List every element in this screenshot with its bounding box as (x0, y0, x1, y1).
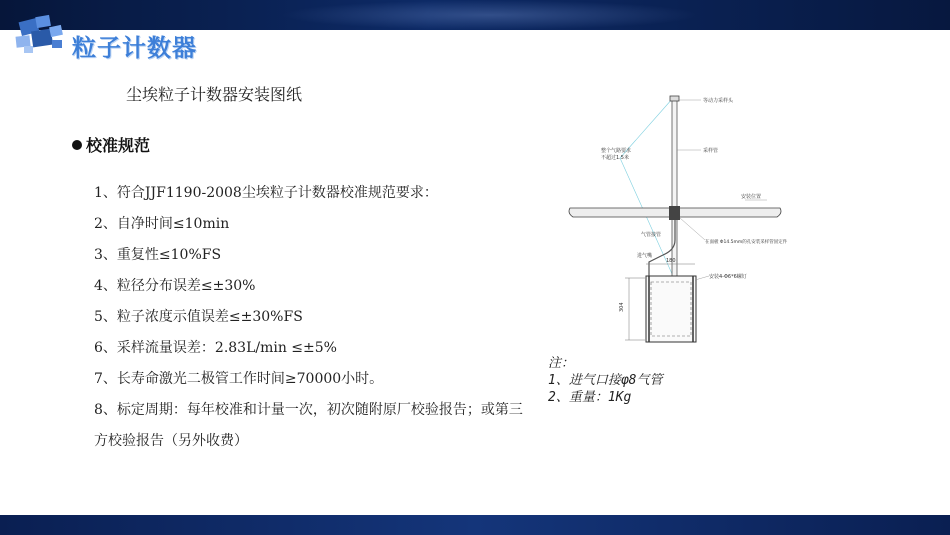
list-item: 3、重复性≤10%FS (94, 247, 222, 263)
label-pipe-note: 不超过1.5米 (601, 155, 629, 161)
label-sampling-tube: 采样管 (703, 148, 719, 154)
list-item: 2、自净时间≤10min (94, 216, 230, 232)
bullet-icon (72, 140, 82, 150)
app-title: 粒子计数器 (72, 34, 197, 62)
notes (548, 355, 662, 406)
logo-cubes-icon (14, 12, 70, 58)
list-item: 7、长寿命激光二极管工作时间≥70000小时。 (94, 371, 384, 387)
list-item: 4、粒径分布误差≤±30% (94, 278, 256, 294)
air-hose (649, 220, 675, 278)
tube-fixture (669, 206, 680, 220)
list-item: 1、符合JJF1190-2008尘埃粒子计数器校准规范要求： (94, 185, 438, 201)
note-item: 2、重量：1Kg (548, 390, 632, 405)
list-item: 6、采样流量误差：2.83L/min ≤±5% (94, 340, 337, 356)
bottom-banner (0, 515, 950, 535)
top-banner (0, 0, 950, 30)
list-item: 5、粒子浓度示值误差≤±30%FS (94, 309, 303, 325)
banner-glow (280, 0, 700, 30)
installation-diagram (545, 90, 805, 355)
section-title-text: 校准规范 (86, 136, 151, 155)
counter-box (646, 276, 696, 342)
sampling-head (670, 96, 679, 101)
notes-title: 注： (548, 356, 575, 371)
leader-line (680, 218, 705, 240)
label-sampling-head: 等动力采样头 (703, 98, 734, 104)
label-mounting-plate: 安装位置 (741, 194, 762, 200)
label-hole-note: 在面板 Φ14.5mm的孔安装采样管固定件 (705, 240, 788, 245)
list-item: 8、标定周期：每年校准和计量一次，初次随附原厂校验报告；或第三方校验报告（另外收费） (94, 402, 523, 449)
label-air-tube: 气管接管 (641, 232, 662, 238)
label-pipe-note: 整个气路要求 (601, 148, 632, 154)
note-item: 1、进气口接φ8气管 (548, 373, 663, 388)
label-air-inlet: 进气嘴 (637, 253, 653, 259)
label-dim-width: 180 (666, 258, 676, 264)
label-dim-height: 304 (619, 302, 625, 312)
sampling-tube (672, 98, 677, 276)
leader-line (695, 276, 709, 280)
requirement-list (94, 178, 524, 457)
page-subtitle: 尘埃粒子计数器安装图纸 (126, 85, 303, 104)
label-mount-note: 安装4-Φ6*6螺钉 (709, 274, 747, 280)
section-title (72, 133, 150, 156)
